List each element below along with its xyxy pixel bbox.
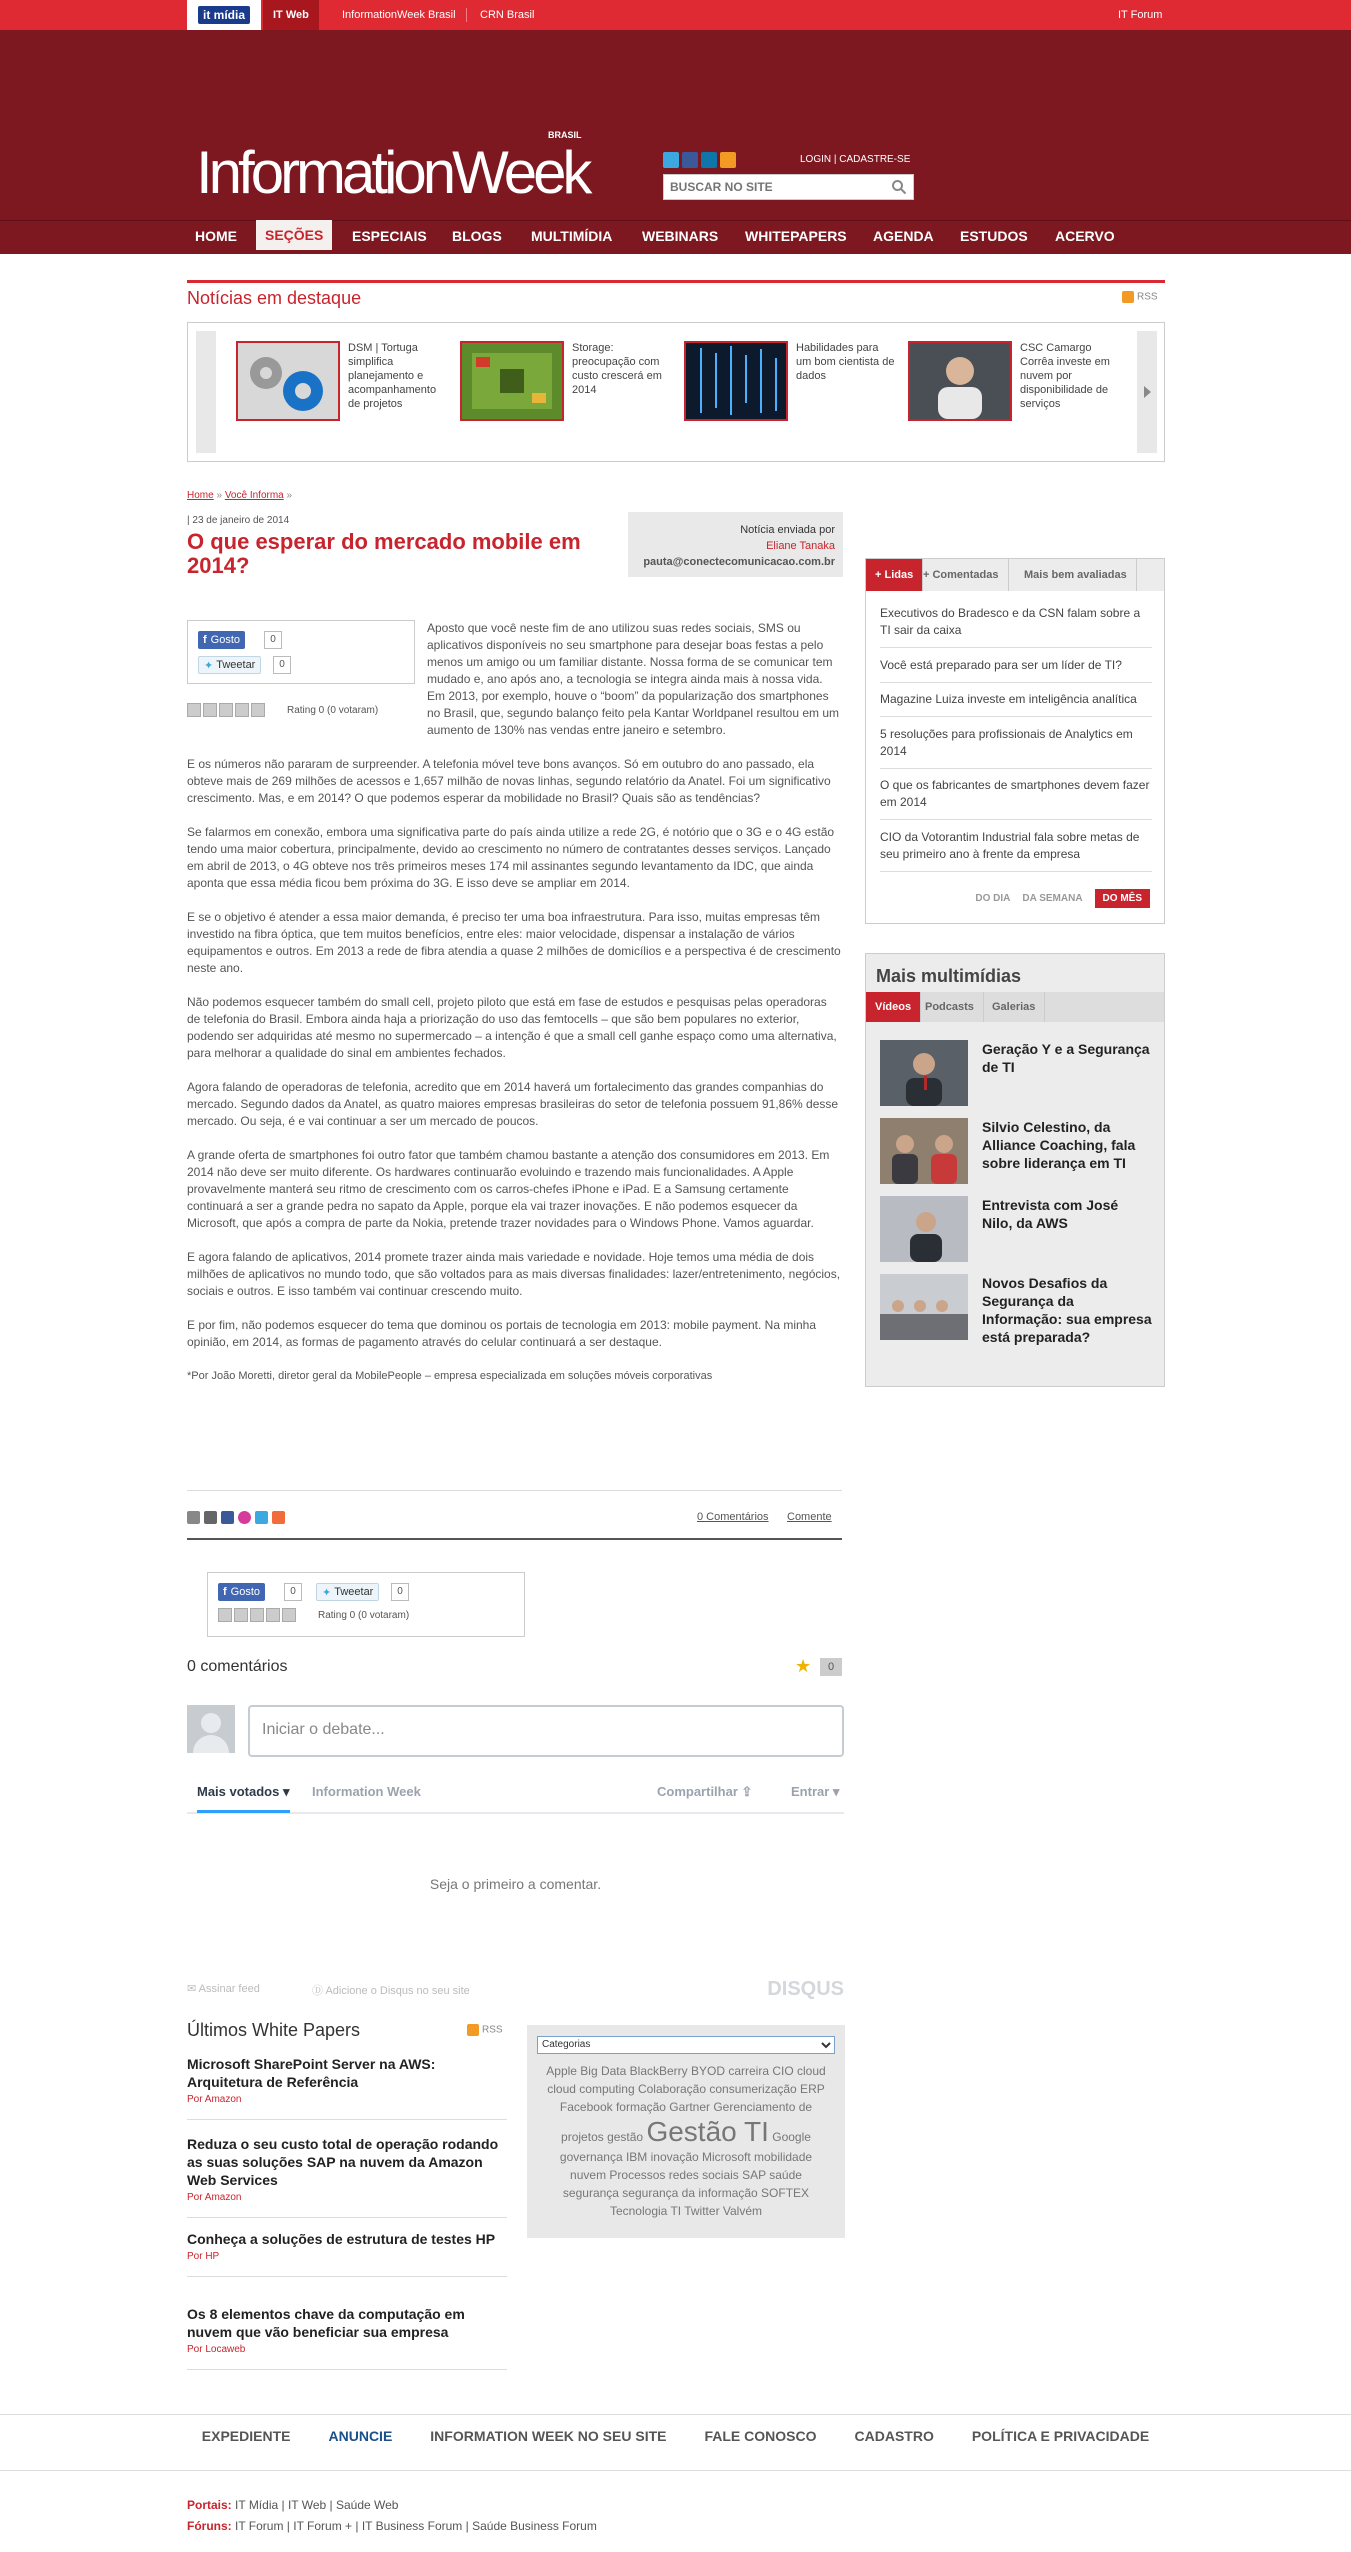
disqus-icon: Ⓓ	[312, 1985, 323, 1997]
footer-divider	[0, 2414, 1351, 2415]
most-read-item[interactable]: Executivos do Bradesco e da CSN falam sobre a TI sair da caixa	[880, 605, 1152, 648]
star-icon[interactable]	[219, 703, 233, 717]
print-icon[interactable]	[187, 1511, 200, 1524]
multimedia-title: Geração Y e a Segurança de TI	[982, 1041, 1150, 1075]
footer-link-no-seu-site[interactable]	[411, 2428, 685, 2444]
user-avatar	[187, 1705, 235, 1753]
footer-link-expediente[interactable]	[183, 2428, 310, 2444]
chevron-right-icon	[1137, 331, 1157, 453]
bottom-share-box	[207, 1572, 525, 1637]
sent-by-name: Eliane Tanaka	[766, 540, 835, 552]
carousel-caption: Storage: preocupação com custo crescerá em 2014	[572, 342, 662, 396]
facebook-like-label: Gosto	[210, 634, 241, 646]
whitepaper-title[interactable]: Conheça a soluções de estrutura de testes HP	[187, 2231, 496, 2247]
person-photo-icon	[910, 343, 1010, 419]
rating-text: Rating 0 (0 votaram)	[287, 705, 379, 716]
tab-videos[interactable]: Vídeos	[866, 992, 921, 1022]
carousel-item[interactable]	[460, 341, 675, 431]
whitepaper-title[interactable]: Os 8 elementos chave da computação em nuvem que vão beneficiar sua empresa	[187, 2306, 465, 2340]
period-filter	[975, 889, 1150, 908]
star-icon[interactable]	[218, 1608, 232, 1622]
portals-links[interactable]: IT Mídia | IT Web | Saúde Web	[235, 2498, 399, 2512]
tag-line[interactable]: cloud computing Colaboração consumerização ERP	[547, 2081, 825, 2096]
carousel-item[interactable]	[684, 341, 899, 431]
article-signature: *Por João Moretti, diretor geral da MobilePeople – empresa especializada em soluções móveis corporativas	[187, 1370, 713, 1382]
facebook-icon: f	[203, 634, 207, 646]
rating-stars[interactable]	[187, 703, 265, 717]
breadcrumb-separator: »	[216, 490, 223, 501]
nav-especiais[interactable]: ESPECIAIS	[352, 228, 427, 244]
forums-label: Fóruns:	[187, 2519, 232, 2533]
comments-count-link[interactable]: 0 Comentários	[697, 1511, 769, 1523]
rss-icon[interactable]	[720, 152, 736, 168]
site-logo-sub: BRASIL	[548, 130, 582, 140]
carousel-caption: CSC Camargo Corrêa investe em nuvem por disponibilidade de serviços	[1020, 342, 1110, 410]
nav-multimidia[interactable]: MULTIMÍDIA	[531, 228, 613, 244]
comment-tabs	[187, 1778, 844, 1814]
most-read-item[interactable]: CIO da Votorantim Industrial fala sobre metas de seu primeiro ano à frente da empresa	[880, 829, 1152, 872]
featured-divider	[187, 280, 1165, 283]
sent-by-label: Notícia enviada por	[740, 524, 835, 536]
tab-mais-comentadas[interactable]: + Comentadas	[914, 559, 1009, 591]
facebook-like-button[interactable]	[198, 631, 245, 649]
tag-group[interactable]: projetos gestão	[561, 2129, 644, 2144]
login-link[interactable]: LOGIN | CADASTRE-SE	[800, 154, 911, 165]
most-read-box	[865, 558, 1165, 924]
most-read-item[interactable]: Magazine Luiza investe em inteligência analítica	[880, 691, 1152, 717]
featured-rss-label: RSS	[1137, 291, 1158, 303]
footer-link-fale-conosco[interactable]	[685, 2428, 835, 2444]
tweet-button[interactable]	[198, 656, 261, 674]
empty-comments-message: Seja o primeiro a comentar.	[429, 1876, 602, 1892]
star-icon[interactable]	[235, 703, 249, 717]
nav-blogs[interactable]: BLOGS	[452, 228, 502, 244]
top-bar	[0, 0, 1351, 30]
whitepapers-rss-link[interactable]	[467, 2024, 503, 2036]
most-read-item[interactable]: Você está preparado para ser um líder de TI?	[880, 657, 1152, 683]
nav-acervo[interactable]: ACERVO	[1055, 228, 1115, 244]
featured-rss-link[interactable]	[1122, 291, 1158, 303]
avatar-body	[193, 1735, 229, 1753]
tab-mais-avaliadas[interactable]: Mais bem avaliadas	[1015, 559, 1137, 591]
tab-most-voted[interactable]: Mais votados ▾	[197, 1784, 290, 1813]
star-icon[interactable]	[250, 1608, 264, 1622]
tab-podcasts[interactable]: Podcasts	[916, 992, 984, 1022]
nav-whitepapers[interactable]: WHITEPAPERS	[745, 228, 847, 244]
subscribe-feed-label: Assinar feed	[198, 1983, 260, 1995]
twitter-icon[interactable]	[663, 152, 679, 168]
video-thumbnail	[880, 1118, 968, 1184]
facebook-icon[interactable]	[682, 152, 698, 168]
social-icons	[663, 152, 736, 168]
facebook-like-count: 0	[264, 631, 282, 649]
rating-text: Rating 0 (0 votaram)	[318, 1610, 410, 1621]
footer-link-politica[interactable]	[953, 2428, 1168, 2444]
share-plus-icon[interactable]	[272, 1511, 285, 1524]
twitter-icon: ✦	[204, 659, 214, 672]
twitter-icon[interactable]	[255, 1511, 268, 1524]
header-strip	[0, 250, 1351, 254]
itmidia-logo-text: it mídia	[198, 6, 250, 24]
whitepaper-title[interactable]: Microsoft SharePoint Server na AWS: Arquitetura de Referência	[187, 2056, 436, 2090]
carousel-thumb	[236, 341, 340, 421]
carousel-caption: DSM | Tortuga simplifica planejamento e acompanhamento de projetos	[348, 342, 437, 410]
article-paragraph: Aposto que você neste fim de ano utilizou suas redes sociais, SMS ou aplicativos disponíveis no seu smartphone para desejar boas festas a pelo menos um amigo ou um familiar distante. Nossa forma de se comunicar tem mudado e, ano após ano, a tecnologia se integra ainda mais à nossa vida. Em 2013, por exemplo, houve o “boom” da popularização dos smartphones no Brasil, que, segundo balanço feito pela Kantar Worldpanel resultou em um aumento de 130% nas vendas entre janeiro e setembro.	[427, 621, 840, 737]
most-read-item[interactable]: 5 resoluções para profissionais de Analytics em 2014	[880, 726, 1152, 769]
tag-line[interactable]: Apple Big Data BlackBerry BYOD carreira CIO cloud	[546, 2063, 826, 2078]
breadcrumb-separator: »	[286, 490, 293, 501]
nav-home[interactable]: HOME	[195, 228, 237, 244]
article-paragraph: Se falarmos em conexão, embora uma significativa parte do país ainda utilize a rede 2G, é notório que o 3G e o 4G estão tendo uma maior cobertura, principalmente, devido ao crescimento no número de contratantes desses serviços. Lançado em abril de 2013, o 4G obteve nos três primeiros meses 174 mil assinantes segundo levantamento da IDC, que ainda aponta que essa média ficou bem próxima do 3G. E isso deve se ampliar em 2014.	[187, 825, 835, 890]
search-input[interactable]	[664, 175, 874, 199]
star-icon[interactable]	[234, 1608, 248, 1622]
article-paragraph: E por fim, não podemos esquecer do tema que dominou os portais de tecnologia em 2013: mobile payment. Na minha opinião, em 2014, as formas de pagamento através do celular continuará a ser destaque.	[187, 1318, 817, 1349]
linkedin-icon[interactable]	[701, 152, 717, 168]
carousel-next-button[interactable]	[1137, 331, 1157, 453]
whitepaper-item[interactable]	[187, 2230, 507, 2277]
person-photo-icon	[880, 1196, 968, 1262]
twitter-icon: ✦	[322, 1586, 332, 1599]
whitepaper-item[interactable]	[187, 2055, 507, 2120]
footer-link-label: ANUNCIE	[328, 2428, 393, 2444]
tab-galerias[interactable]: Galerias	[983, 992, 1045, 1022]
search-icon[interactable]	[891, 179, 907, 195]
article-paragraph: E agora falando de aplicativos, 2014 promete trazer ainda mais variedade e novidade. Hoje temos uma média de dois milhões de aplicativos no mundo todo, que são voltados para as mais diversas finalidades: lazer/entretenimento, negócios, sociais e outros. E isso também vai continuar crescendo muito.	[187, 1250, 841, 1298]
tweet-label: Tweetar	[216, 659, 256, 671]
period-week[interactable]: DA SEMANA	[1022, 893, 1083, 904]
footer-link-cadastro[interactable]	[836, 2428, 953, 2444]
nav-agenda[interactable]: AGENDA	[873, 228, 934, 244]
favorite-count: 0	[820, 1658, 842, 1676]
add-disqus-label: Adicione o Disqus no seu site	[325, 1985, 470, 1997]
article-paragraph: E se o objetivo é atender a essa maior demanda, é preciso ter uma boa infraestrutura. Para isso, muitas empresas têm investido na fibra óptica, que tem muitos benefícios, entre eles: maior velocidade, dispensar a instalação de vários equipamentos e outros. Em 2013 a rede de fibra atendia a quase 2 milhões de domicílios e a perspectiva é de crescimento neste ano.	[187, 910, 841, 975]
itmidia-logo[interactable]	[187, 0, 261, 30]
tag-line[interactable]: Tecnologia TI Twitter Valvém	[609, 2203, 763, 2218]
footer-link-label: POLÍTICA E PRIVACIDADE	[971, 2428, 1150, 2444]
login-dropdown[interactable]: Entrar ▾	[791, 1784, 840, 1799]
sent-by-box	[628, 512, 843, 577]
footer-nav	[0, 2428, 1351, 2444]
share-link[interactable]	[657, 1784, 752, 1800]
portals-line	[187, 2495, 597, 2516]
envelope-icon: ✉	[187, 1983, 197, 1995]
comment-link[interactable]: Comente	[787, 1511, 832, 1523]
whitepaper-source: Por Amazon	[187, 2192, 242, 2203]
most-read-item[interactable]: O que os fabricantes de smartphones devem fazer em 2014	[880, 777, 1152, 820]
email-icon[interactable]	[204, 1511, 217, 1524]
disqus-logo: DISQUS	[767, 1978, 844, 2000]
facebook-icon[interactable]	[221, 1511, 234, 1524]
footer-link-label: EXPEDIENTE	[201, 2428, 291, 2444]
multimedia-title: Silvio Celestino, da Alliance Coaching, fala sobre liderança em TI	[982, 1119, 1136, 1171]
period-month[interactable]: DO MÊS	[1095, 889, 1150, 908]
portals-label: Portais:	[187, 2498, 232, 2512]
tag-google[interactable]: Google	[772, 2129, 811, 2144]
carousel-caption: Habilidades para um bom cientista de dados	[796, 342, 895, 382]
comments-heading: 0 comentários	[187, 1658, 288, 1675]
breadcrumb-section[interactable]: Você Informa	[224, 490, 284, 501]
tweet-button[interactable]	[316, 1583, 379, 1601]
nav-estudos[interactable]: ESTUDOS	[960, 228, 1028, 244]
facebook-like-count: 0	[284, 1583, 302, 1601]
facebook-like-button[interactable]	[218, 1583, 265, 1601]
whitepaper-source: Por Locaweb	[187, 2344, 246, 2355]
video-thumbnail	[880, 1196, 968, 1262]
article-paragraph: Não podemos esquecer também do small cell, projeto piloto que está em fase de estudos e pesquisas pelas operadoras de telefonia do Brasil. Embora ainda haja a priorização do uso das femtocells – que são bem populares no exterior, podendo ser adquiridas até mesmo no supermercado – a intenção é que a small cell ganhe espaço como uma alternativa, para melhorar a qualidade do sinal em ambientes fechados.	[187, 995, 837, 1060]
footer-portals	[187, 2495, 597, 2537]
topbar-separator	[466, 8, 467, 22]
tag-cloud-box	[527, 2025, 845, 2238]
article-paragraph: A grande oferta de smartphones foi outro fator que também chamou bastante a atenção dos consumidores em 2013. Em 2014 não deve ser muito diferente. Os hardwares continuarão evoluindo e trazendo mais funcionalidades. A Apple provavelmente manterá seu ritmo de crescimento com os carros-chefes iPhone e iPad. E a Samsung certamente continuará a ser a grande pedra no sapato da Apple, porque ela vai trazer inovações. E não podemos esquecer da Microsoft, que após a compra de parte da Nokia, pretende trazer novidades para o Windows Phone. Vamos aguardar.	[187, 1148, 830, 1230]
star-icon[interactable]	[282, 1608, 296, 1622]
carousel-thumb	[460, 341, 564, 421]
rss-icon	[1122, 291, 1134, 303]
forums-line	[187, 2516, 597, 2537]
tweet-count: 0	[391, 1583, 409, 1601]
multimedia-box	[865, 953, 1165, 1387]
whitepaper-source: Por Amazon	[187, 2094, 242, 2105]
tag-line[interactable]: segurança segurança da informação SOFTEX	[562, 2185, 810, 2200]
nav-webinars[interactable]: WEBINARS	[642, 228, 719, 244]
whitepaper-source: Por HP	[187, 2251, 220, 2262]
article-title: O que esperar do mercado mobile em 2014?	[187, 529, 581, 578]
tag-cloud	[537, 2062, 835, 2220]
whitepapers-rss-label: RSS	[482, 2024, 503, 2036]
rating-stars[interactable]	[218, 1608, 296, 1622]
tab-information-week[interactable]: Information Week	[312, 1784, 421, 1799]
data-matrix-icon	[686, 343, 786, 419]
carousel-prev-button[interactable]	[196, 331, 216, 453]
article-date: | 23 de janeiro de 2014	[187, 515, 290, 526]
topbar-link-itforum[interactable]: IT Forum	[1118, 9, 1163, 21]
topbar-link-crn[interactable]: CRN Brasil	[480, 9, 535, 21]
tag-line[interactable]: governança IBM inovação Microsoft mobilidade	[559, 2149, 813, 2164]
site-logo[interactable]: InformationWeek	[196, 139, 589, 206]
article-paragraph: Agora falando de operadoras de telefonia, acredito que em 2014 haverá um fortalecimento das grandes companhias do mercado. Segundo dados da Anatel, as quatro maiores empresas brasileiras do setor de telefonia possuem 91,86% desse mercado. Ou seja, é e vai continuar a ser um mercado de poucos.	[187, 1080, 839, 1128]
avatar-head	[201, 1713, 221, 1733]
video-thumbnail	[880, 1040, 968, 1106]
carousel-item[interactable]	[236, 341, 451, 431]
main-nav	[0, 220, 1351, 250]
multimedia-item[interactable]	[880, 1196, 1160, 1266]
whitepapers-heading: Últimos White Papers	[187, 2020, 361, 2040]
article-paragraph: E os números não pararam de surpreender. A telefonia móvel teve bons avanços. Só em outubro do ano passado, ela obteve mais de 269 milhões de acessos e 1,657 milhão de novas linhas, segundo relatório da Anatel. Foi um significativo crescimento. Mas, e em 2014? O que podemos esperar da mobilidade no Brasil? Quais são as tendências?	[187, 757, 831, 805]
tab-mais-lidas[interactable]: + Lidas	[866, 559, 923, 591]
favorite-star-icon[interactable]: ★	[795, 1656, 812, 1676]
footer-divider	[0, 2470, 1351, 2471]
topbar-link-informationweek[interactable]: InformationWeek Brasil	[342, 9, 456, 21]
rss-icon	[467, 2024, 479, 2036]
facebook-like-label: Gosto	[230, 1586, 261, 1598]
facebook-icon: f	[223, 1586, 227, 1598]
article-footer	[187, 1490, 842, 1540]
star-icon[interactable]	[251, 703, 265, 717]
nav-secoes[interactable]: SEÇÕES	[256, 220, 332, 252]
period-day[interactable]: DO DIA	[975, 893, 1011, 904]
multimedia-title: Entrevista com José Nilo, da AWS	[982, 1197, 1119, 1231]
most-read-tabs	[866, 559, 1164, 591]
share-icon: ⇪	[741, 1784, 753, 1799]
star-icon[interactable]	[266, 1608, 280, 1622]
panel-photo-icon	[880, 1274, 968, 1340]
multimedia-item[interactable]	[880, 1274, 1160, 1344]
carousel-thumb	[908, 341, 1012, 421]
video-thumbnail	[880, 1274, 968, 1340]
featured-title: Notícias em destaque	[187, 288, 362, 308]
breadcrumb-home[interactable]: Home	[187, 490, 214, 501]
add-disqus-link[interactable]	[312, 1982, 470, 1998]
tag-line[interactable]: Facebook formação Gartner Gerenciamento de	[559, 2099, 813, 2114]
sent-by-email: pauta@conectecomunicacao.com.br	[643, 556, 835, 568]
star-icon[interactable]	[203, 703, 217, 717]
circuit-icon	[462, 343, 562, 419]
multimedia-item[interactable]	[880, 1040, 1160, 1110]
forums-links[interactable]: IT Forum | IT Forum + | IT Business Forum | Saúde Business Forum	[235, 2519, 597, 2533]
article-body	[187, 620, 842, 1402]
whitepaper-item[interactable]	[187, 2305, 507, 2370]
footer-link-label: INFORMATION WEEK NO SEU SITE	[430, 2428, 667, 2444]
share-label: Compartilhar	[657, 1784, 738, 1799]
multimedia-heading: Mais multimídias	[876, 966, 1022, 986]
tag-gestao-ti[interactable]: Gestão TI	[646, 2115, 769, 2147]
carousel-item[interactable]	[908, 341, 1123, 431]
tag-line[interactable]: nuvem Processos redes sociais SAP saúde	[570, 2167, 802, 2182]
tag-line	[537, 2116, 835, 2148]
gears-icon	[238, 343, 338, 419]
star-icon[interactable]	[187, 703, 201, 717]
whitepaper-title[interactable]: Reduza o seu custo total de operação rodando as suas soluções SAP na nuvem da Amazon Web Services	[187, 2136, 499, 2188]
footer-link-label: CADASTRO	[854, 2428, 934, 2444]
tweet-count: 0	[273, 656, 291, 674]
article-share-box	[187, 620, 415, 684]
whitepaper-item[interactable]	[187, 2135, 507, 2218]
subscribe-feed-link[interactable]	[187, 1982, 260, 1995]
multimedia-title: Novos Desafios da Segurança da Informação: sua empresa está preparada?	[982, 1275, 1152, 1345]
featured-carousel	[187, 322, 1165, 462]
breadcrumb	[187, 490, 292, 501]
search-box	[663, 174, 914, 200]
interview-photo-icon	[880, 1118, 968, 1184]
disqus-footer	[187, 1980, 844, 2000]
multimedia-item[interactable]	[880, 1118, 1160, 1188]
topbar-link-itweb[interactable]: IT Web	[263, 0, 319, 30]
person-photo-icon	[880, 1040, 968, 1106]
footer-link-anuncie[interactable]	[310, 2428, 412, 2444]
footer-link-label: FALE CONOSCO	[704, 2428, 817, 2444]
categories-select[interactable]	[537, 2036, 835, 2054]
tweet-label: Tweetar	[334, 1586, 374, 1598]
orkut-icon[interactable]	[238, 1511, 251, 1524]
multimedia-tabs	[866, 992, 1164, 1022]
comment-input[interactable]: Iniciar o debate...	[248, 1705, 844, 1757]
carousel-thumb	[684, 341, 788, 421]
